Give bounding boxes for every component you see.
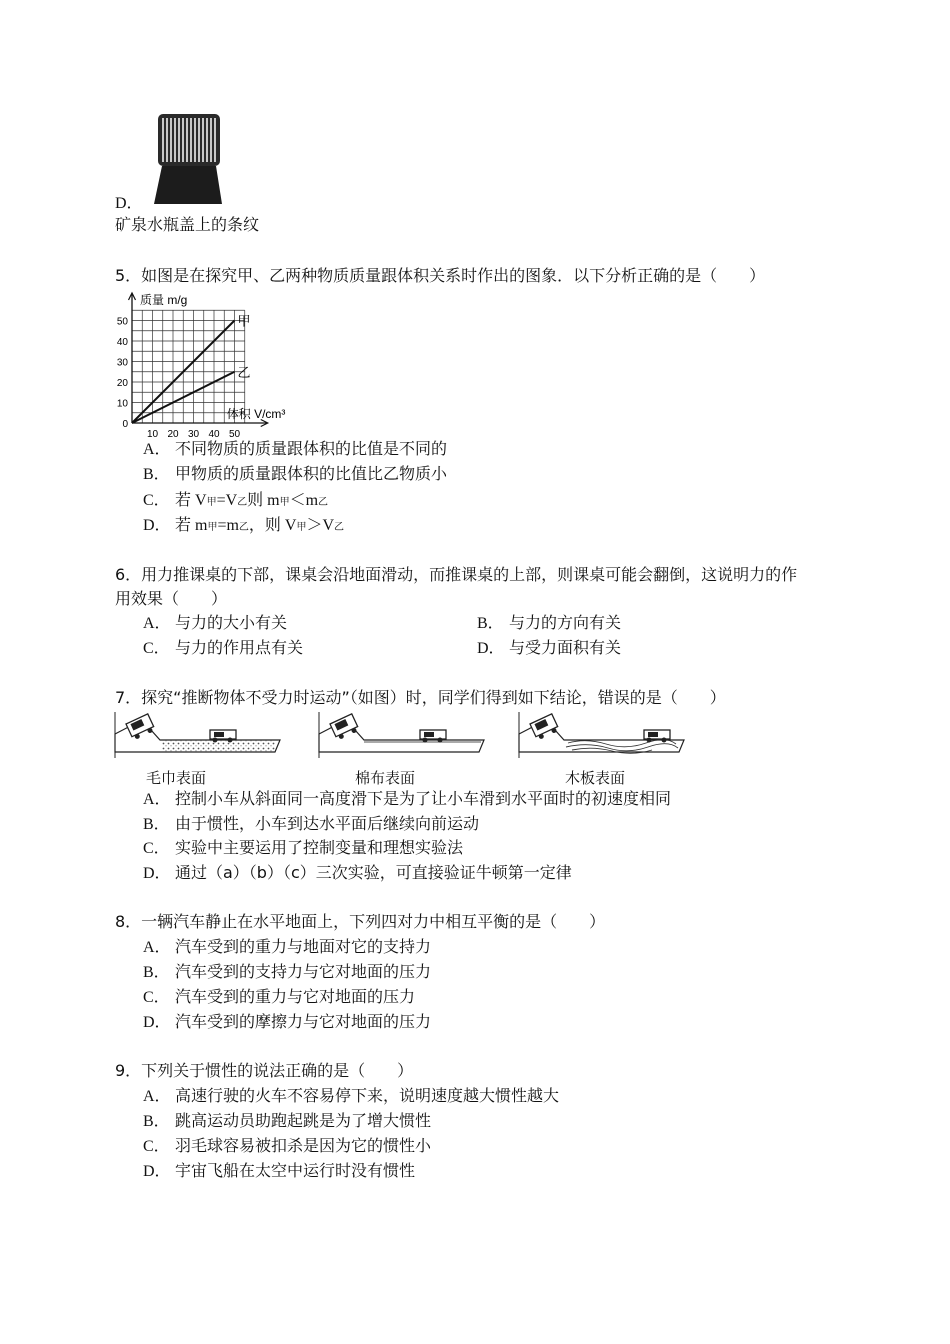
option-b[interactable] [477, 613, 621, 634]
wood-surface-setup [519, 712, 684, 758]
option-d[interactable] [143, 1012, 431, 1033]
option-label: C． [143, 640, 170, 657]
option-text: 跳高运动员助跑起跳是为了增大惯性 [175, 1111, 432, 1130]
subscript: 乙 [238, 522, 249, 533]
option-text: 不同物质的质量跟体积的比值是不同的 [175, 439, 448, 458]
option-label: C． [143, 1138, 170, 1155]
option-label: A． [143, 939, 171, 956]
subscript: 甲 [206, 497, 217, 508]
option-b[interactable] [143, 814, 479, 835]
y-tick-label: 20 [116, 378, 128, 389]
figure-caption: 棉布表面 [355, 769, 416, 787]
option-b[interactable] [143, 1111, 431, 1132]
option-text-part: =m [217, 517, 239, 534]
option-label: C． [143, 492, 170, 509]
option-text: 控制小车从斜面同一高度滑下是为了让小车滑到水平面时的初速度相同 [175, 789, 672, 808]
option-a[interactable] [143, 613, 287, 634]
option-text: 高速行驶的火车不容易停下来，说明速度越大惯性越大 [175, 1086, 560, 1105]
option-label: B． [143, 1113, 170, 1130]
option-text: 通过（a）（b）（c）三次实验，可直接验证牛顿第一定律 [175, 863, 572, 882]
option-text: 甲物质的质量跟体积的比值比乙物质小 [175, 464, 448, 483]
subscript: 甲 [279, 497, 290, 508]
y-tick-label: 0 [122, 419, 128, 430]
option-text: 汽车受到的摩擦力与它对地面的压力 [175, 1012, 432, 1031]
option-label: D． [143, 1014, 171, 1031]
x-tick-label: 20 [167, 429, 179, 440]
x-tick-label: 30 [187, 429, 200, 440]
towel-surface-setup [115, 712, 280, 758]
x-tick-label: 10 [146, 429, 159, 440]
mass-volume-chart [112, 290, 322, 440]
option-c[interactable] [143, 490, 328, 513]
option-c[interactable] [143, 638, 303, 659]
option-text: 汽车受到的支持力与它对地面的压力 [175, 962, 432, 981]
option-text: 汽车受到的重力与它对地面的压力 [175, 987, 416, 1006]
option-label: C． [143, 840, 170, 857]
subscript: 甲 [207, 522, 218, 533]
series-label: 甲 [237, 313, 251, 329]
option-a[interactable] [143, 789, 671, 810]
bottle-cap-figure [150, 112, 230, 207]
subscript: 乙 [334, 522, 345, 533]
subscript: 甲 [296, 522, 307, 533]
figure-caption: 毛巾表面 [146, 769, 207, 787]
option-text-part: 若 V [175, 492, 207, 509]
option-text: 由于惯性，小车到达水平面后继续向前运动 [175, 814, 480, 833]
subscript: 乙 [237, 497, 248, 508]
option-text: 羽毛球容易被扣杀是因为它的惯性小 [175, 1136, 432, 1155]
option-label: D． [143, 865, 171, 882]
option-a[interactable] [143, 1086, 559, 1107]
option-text: 实验中主要运用了控制变量和理想实验法 [175, 838, 464, 857]
option-text-part: 若 m [175, 517, 208, 534]
option-text-part: =V [216, 492, 238, 509]
option-label: A． [143, 441, 171, 458]
question-stem: 7．探究“推断物体不受力时运动”（如图）时，同学们得到如下结论，错误的是（ ） [115, 688, 726, 707]
option-text: 宇宙飞船在太空中运行时没有惯性 [175, 1161, 416, 1180]
y-axis-label: 质量 m/g [140, 293, 188, 307]
option-label: D． [115, 195, 143, 212]
option-label: A． [143, 1088, 171, 1105]
question-stem: 5．如图是在探究甲、乙两种物质质量跟体积关系时作出的图象．以下分析正确的是（ ） [115, 266, 766, 285]
figure-caption: 木板表面 [565, 769, 626, 787]
option-a[interactable] [143, 439, 447, 460]
option-text: 与力的大小有关 [175, 613, 288, 632]
option-label: D． [143, 1163, 171, 1180]
y-tick-label: 30 [116, 357, 128, 369]
question-stem: 6．用力推课桌的下部，课桌会沿地面滑动，而推课桌的上部，则课桌可能会翻倒，这说明力的作 [115, 565, 798, 584]
option-text-part: ＞V [306, 517, 335, 534]
option-label: B． [143, 964, 170, 981]
x-tick-label: 40 [208, 429, 220, 440]
option-d[interactable] [143, 863, 572, 884]
x-tick-label: 50 [228, 429, 241, 440]
option-text-part: 则 m [247, 492, 280, 509]
option-label: D． [477, 640, 505, 657]
option-d[interactable] [143, 1161, 415, 1182]
option-a[interactable] [143, 937, 431, 958]
cotton-surface-setup [319, 712, 484, 758]
option-label: D． [143, 517, 171, 534]
option-text: 与力的方向有关 [509, 613, 622, 632]
option-d[interactable] [477, 638, 621, 659]
question-stem: 9．下列关于惯性的说法正确的是（ ） [115, 1061, 414, 1080]
option-d[interactable] [143, 515, 344, 538]
option-b[interactable] [143, 464, 447, 485]
option-text: 与力的作用点有关 [175, 638, 304, 657]
option-text: 与受力面积有关 [509, 638, 622, 657]
option-label: B． [477, 615, 504, 632]
option-text-part: ＜m [289, 492, 319, 509]
option-c[interactable] [143, 838, 463, 859]
question-stem: 8．一辆汽车静止在水平地面上，下列四对力中相互平衡的是（ ） [115, 912, 606, 931]
y-tick-label: 40 [116, 337, 128, 348]
option-label: A． [143, 791, 171, 808]
option-text-part: ，则 V [248, 517, 297, 534]
series-label: 乙 [237, 364, 251, 380]
subscript: 乙 [318, 497, 329, 508]
option-c[interactable] [143, 1136, 431, 1157]
option-text: 汽车受到的重力与地面对它的支持力 [175, 937, 432, 956]
question-stem: 用效果（ ） [115, 589, 228, 608]
y-tick-label: 50 [116, 316, 128, 328]
option-b[interactable] [143, 962, 431, 983]
option-c[interactable] [143, 987, 415, 1008]
y-tick-label: 10 [116, 398, 128, 410]
option-label: A． [143, 615, 171, 632]
option-text: 矿泉水瓶盖上的条纹 [115, 215, 260, 234]
x-axis-label: 体积 V/cm³ [226, 407, 286, 421]
option-label: B． [143, 466, 170, 483]
option-label: C． [143, 989, 170, 1006]
option-label: B． [143, 816, 170, 833]
